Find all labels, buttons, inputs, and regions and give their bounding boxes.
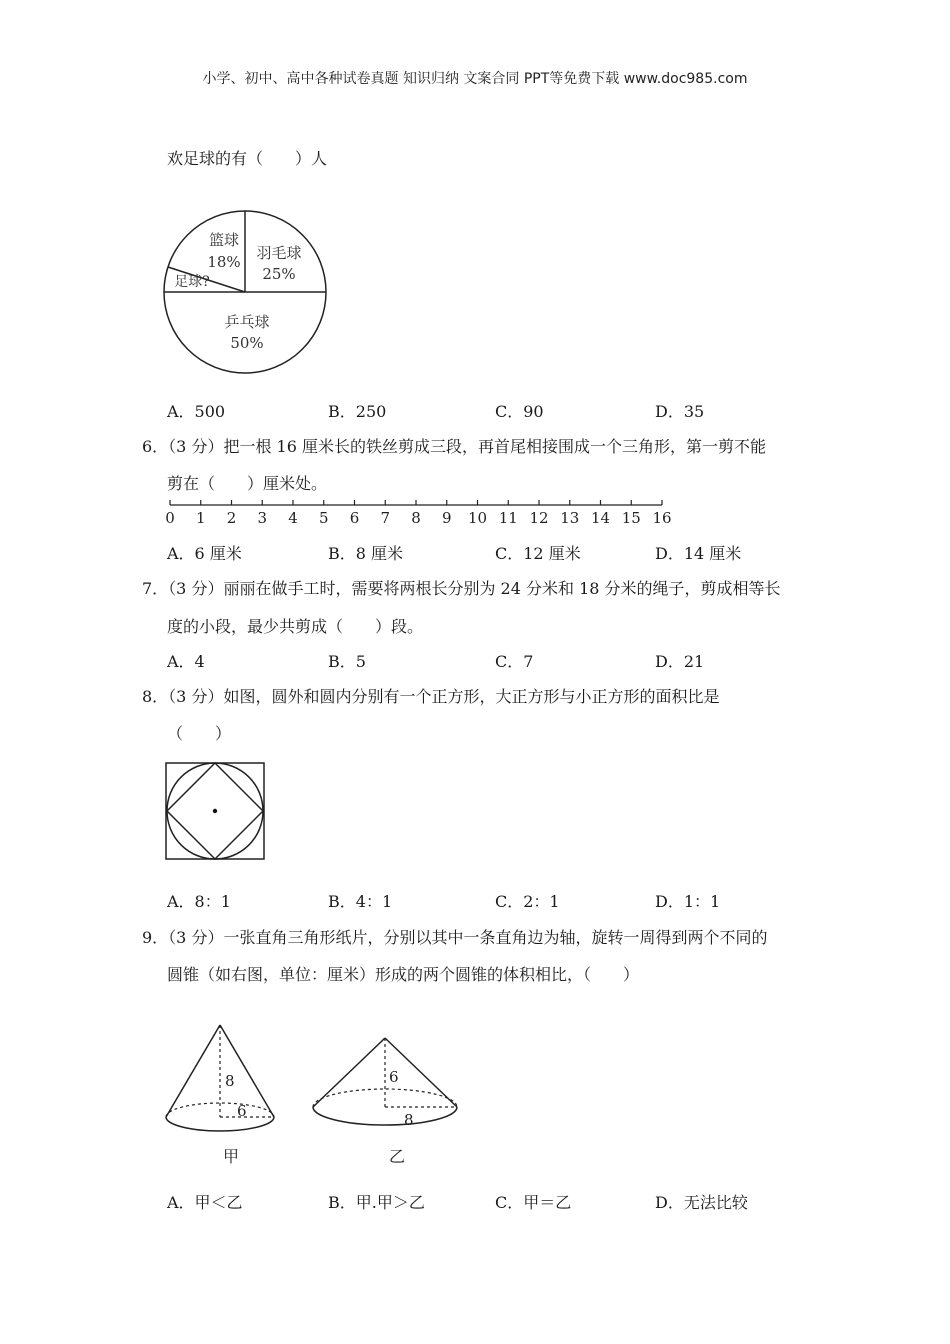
q9-option-d: D．无法比较 (655, 1193, 748, 1212)
q6-option-d: D．14 厘米 (655, 544, 742, 563)
pingpong-label: 乒乓球 (224, 313, 270, 331)
number-line-label: 7 (380, 509, 391, 527)
number-line-label: 15 (621, 509, 641, 527)
q5-option-c: C．90 (495, 402, 544, 421)
q9-question-line1: 9．（3 分）一张直角三角形纸片，分别以其中一条直角边为轴，旋转一周得到两个不同的 (142, 928, 768, 947)
q7-option-a: A．4 (167, 652, 205, 671)
cone-b-base-front (313, 1107, 457, 1125)
q5-pie-chart (160, 205, 340, 380)
cone-a-base-front (166, 1117, 274, 1131)
q7-option-c: C．7 (495, 652, 534, 671)
cone-b-left-side (313, 1038, 385, 1107)
q6-question-line2: 剪在（ ）厘米处。 (167, 474, 328, 493)
cone-b (313, 1038, 457, 1166)
cone-a-height-label: 8 (225, 1072, 235, 1090)
cone-b-caption: 乙 (388, 1147, 406, 1166)
q8-question-line2: （ ） (167, 724, 232, 743)
cone-a (166, 1025, 274, 1166)
cone-b-radius-label: 8 (404, 1111, 414, 1129)
q7-option-d: D．21 (655, 652, 705, 671)
q9-question-line2: 圆锥（如右图，单位：厘米）形成的两个圆锥的体积相比，（ ） (167, 965, 640, 984)
q8-option-d: D．1：1 (655, 892, 721, 911)
badminton-label: 羽毛球 (256, 244, 302, 262)
number-line-label: 0 (165, 509, 175, 527)
number-line-label: 11 (498, 509, 518, 527)
badminton-percent: 25% (262, 265, 296, 283)
number-line-label: 3 (257, 509, 268, 527)
q9-option-c: C．甲＝乙 (495, 1193, 572, 1212)
number-line-label: 1 (195, 509, 206, 527)
circle-center (213, 809, 217, 813)
q9-option-a: A．甲＜乙 (167, 1193, 243, 1212)
number-line-ticks (165, 500, 671, 527)
q7-question-line2: 度的小段，最少共剪成（ ）段。 (167, 617, 424, 636)
number-line-label: 12 (529, 509, 549, 527)
basketball-label: 篮球 (208, 231, 240, 249)
number-line-label: 4 (288, 509, 298, 527)
q9-option-b: B．甲.甲＞乙 (328, 1193, 425, 1212)
q8-square-circle-figure (160, 757, 272, 865)
football-label: 足球? (174, 274, 210, 290)
q6-question-line1: 6．（3 分）把一根 16 厘米长的铁丝剪成三段，再首尾相接围成一个三角形，第一剪不能 (142, 437, 766, 456)
q5-option-a: A．500 (167, 402, 226, 421)
page-header: 小学、初中、高中各种试卷真题 知识归纳 文案合同 PPT等免费下载 www.doc985.com (202, 71, 748, 87)
q7-question-line1: 7．（3 分）丽丽在做手工时，需要将两根长分别为 24 分米和 18 分米的绳子，剪成相等长 (142, 579, 781, 598)
q9-cones-figure (160, 1018, 470, 1170)
cone-a-radius-label: 6 (237, 1102, 247, 1120)
q8-option-c: C．2：1 (495, 892, 560, 911)
q6-option-c: C．12 厘米 (495, 544, 581, 563)
number-line-label: 5 (318, 509, 329, 527)
q5-option-b: B．250 (328, 402, 387, 421)
q8-question-line1: 8．（3 分）如图，圆外和圆内分别有一个正方形，大正方形与小正方形的面积比是 (142, 687, 720, 706)
number-line-label: 16 (652, 509, 672, 527)
q6-option-a: A．6 厘米 (167, 544, 242, 563)
number-line-label: 10 (467, 509, 488, 527)
basketball-percent: 18% (207, 253, 241, 271)
q7-option-b: B．5 (328, 652, 366, 671)
q5-question-tail: 欢足球的有（ ）人 (167, 149, 328, 168)
cone-b-height-label: 6 (389, 1068, 399, 1086)
q8-option-b: B．4：1 (328, 892, 393, 911)
q6-number-line (160, 498, 680, 530)
number-line-label: 8 (411, 509, 421, 527)
number-line-label: 6 (349, 509, 360, 527)
number-line-label: 9 (441, 509, 452, 527)
pingpong-percent: 50% (230, 334, 264, 352)
number-line-label: 2 (226, 509, 237, 527)
number-line-label: 14 (590, 509, 611, 527)
q5-option-d: D．35 (655, 402, 705, 421)
number-line-label: 13 (560, 509, 580, 527)
q8-option-a: A．8：1 (167, 892, 231, 911)
q6-option-b: B．8 厘米 (328, 544, 404, 563)
cone-a-caption: 甲 (222, 1147, 240, 1166)
